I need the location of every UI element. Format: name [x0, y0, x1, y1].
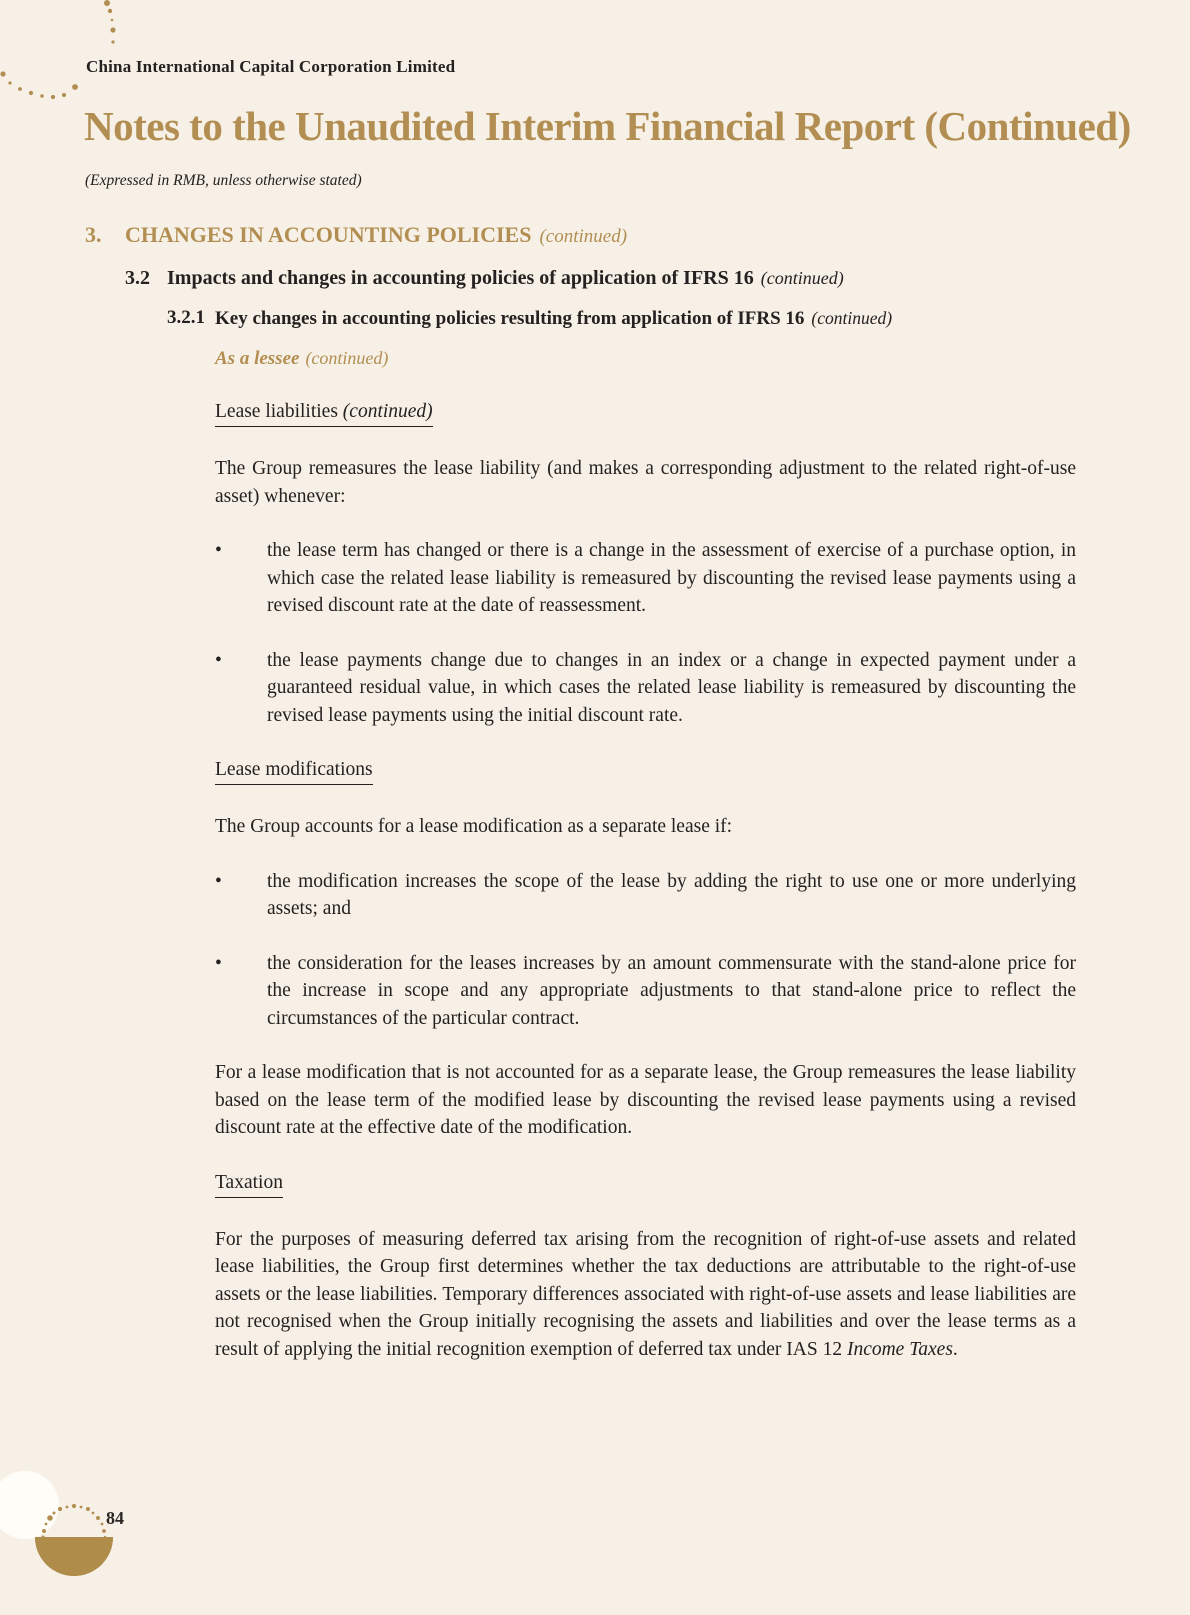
section-continued: (continued) [539, 226, 628, 247]
section-title: CHANGES IN ACCOUNTING POLICIES (continued) [125, 222, 628, 247]
subsubsection-title: Key changes in accounting policies resulting from application of IFRS 16 (continued) [215, 308, 893, 329]
lease-liabilities-heading: Lease liabilities (continued) [215, 399, 1076, 427]
page-subtitle: (Expressed in RMB, unless otherwise stated) [85, 172, 362, 189]
section-number: 3. [85, 222, 102, 247]
lease-modifications-outro: For a lease modification that is not accounted for as a separate lease, the Group remeasures the lease liability based on the lease term of the modified lease by discounting the revised lease payments using a revised discount rate at the effective date of the modification. [215, 1062, 1076, 1138]
footer-white-circle [0, 1471, 59, 1539]
bullet-marker [215, 537, 267, 620]
footer-gold-semicircle [35, 1537, 113, 1576]
lease-liabilities-intro: The Group remeasures the lease liability (and makes a corresponding adjustment to the related right-of-use asset) whenever: [215, 458, 1076, 507]
subsection-block [125, 264, 1076, 1363]
subsection-continued: (continued) [760, 268, 844, 288]
company-name: China International Capital Corporation Limited [86, 57, 456, 76]
decorative-footer-motif [0, 1462, 170, 1615]
section-heading-level3 [167, 305, 1076, 332]
subsubsection-block [167, 305, 1076, 1363]
taxation-paragraph: For the purposes of measuring deferred tax arising from the recognition of right-of-use assets and related lease liabilities, the Group first determines whether the tax deductions are attributable to the right-of-use assets or the lease liabilities. Temporary differences associated with right-of-use assets and lease liabilities are not recognised when the Group initially recognising the assets and liabilities and over the lease terms as a result of applying the initial recognition exemption of deferred tax under IAS 12 Income Taxes. [215, 1228, 1076, 1360]
bullet-marker [215, 868, 267, 923]
section-heading-level1 [85, 220, 1076, 252]
bullet-item [215, 950, 1076, 1033]
bullet-text: the modification increases the scope of the lease by adding the right to use one or more underlying assets; and [267, 870, 1076, 919]
bullet-item [215, 537, 1076, 620]
lessee-heading: As a lessee (continued) [215, 348, 389, 369]
subsubsection-number: 3.2.1 [167, 307, 205, 328]
footer-dotted-arc [42, 1504, 107, 1539]
taxation-heading: Taxation [215, 1170, 1076, 1198]
lease-modifications-heading: Lease modifications [215, 757, 1076, 785]
lessee-continued: (continued) [305, 348, 389, 368]
lessee-section [215, 346, 1076, 1363]
bullet-text: the consideration for the leases increases by an amount commensurate with the stand-alone price for the increase in scope and any appropriate adjustments to that stand-alone price to reflect the circumstances of the particular contract. [267, 952, 1076, 1029]
ias-12-income-taxes: Income Taxes [846, 1338, 953, 1360]
page-number: 84 [106, 1508, 124, 1528]
bullet-item [215, 868, 1076, 923]
document-body [85, 220, 1076, 1390]
subsubsection-continued: (continued) [811, 308, 893, 328]
decorative-dots-top-left [0, 0, 130, 110]
bullet-text: the lease payments change due to changes in an index or a change in expected payment under a guaranteed residual value, in which cases the related lease liability is remeasured by discounting the revised lease payments using the initial discount rate. [267, 649, 1076, 726]
bullet-marker [215, 647, 267, 730]
bullet-text: the lease term has changed or there is a change in the assessment of exercise of a purchase option, in which case the related lease liability is remeasured by discounting the revised lease payments using a revised discount rate at the date of reassessment. [267, 540, 1076, 616]
subsection-number: 3.2 [125, 267, 150, 289]
footer-semicircle [35, 1537, 113, 1576]
page-title: Notes to the Unaudited Interim Financial Report (Continued) [84, 103, 1131, 149]
bullet-item [215, 647, 1076, 730]
section-heading-level2 [125, 264, 1076, 292]
subsection-title: Impacts and changes in accounting policies of application of IFRS 16 (continued) [167, 267, 844, 289]
bullet-marker [215, 950, 267, 1033]
lease-modifications-intro: The Group accounts for a lease modification as a separate lease if: [215, 816, 733, 837]
